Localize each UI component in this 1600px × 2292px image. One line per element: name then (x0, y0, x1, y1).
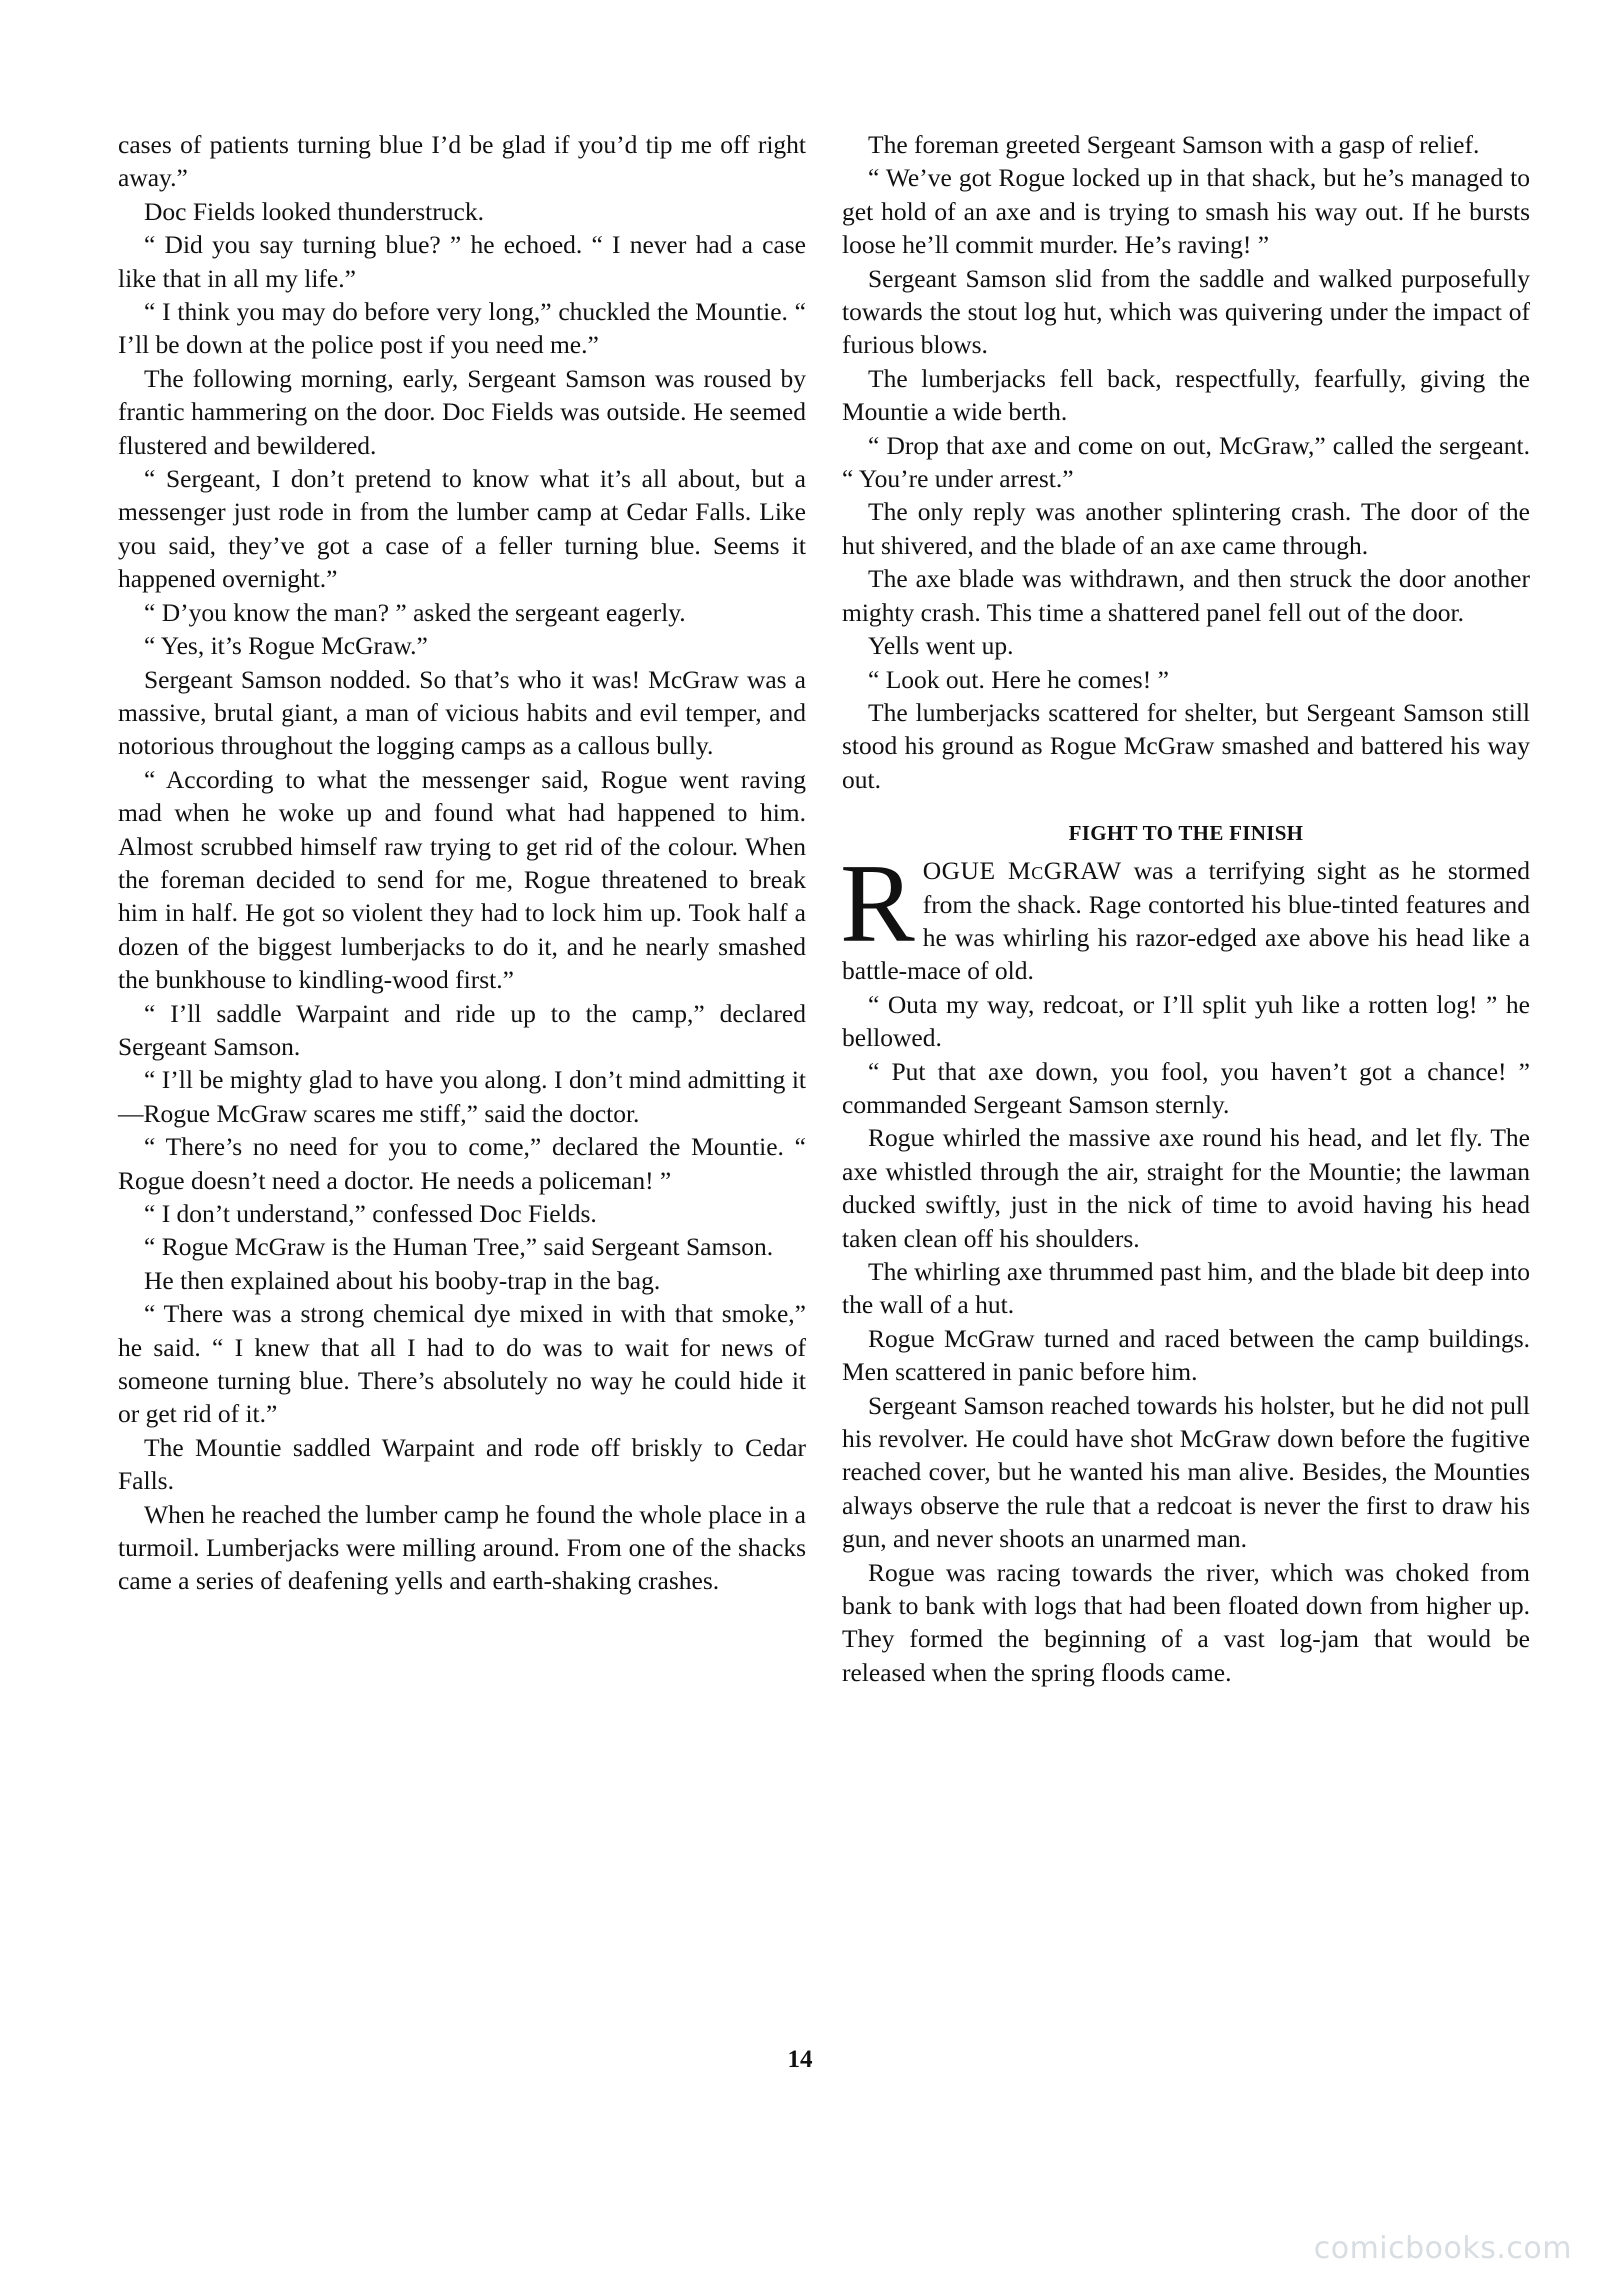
paragraph: “ D’you know the man? ” asked the sergeant eagerly. (144, 597, 686, 627)
paragraph: “ I’ll be mighty glad to have you along. I don’t mind admitting it—Rogue McGraw scares me stiff,” said the doctor. (118, 1065, 806, 1128)
paragraph: The Mountie saddled Warpaint and rode off briskly to Cedar Falls. (118, 1432, 806, 1496)
paragraph: The whirling axe thrummed past him, and the blade bit deep into the wall of a hut. (842, 1257, 1530, 1320)
paragraph: The axe blade was withdrawn, and then struck the door another mighty crash. This time a shattered panel fell out of the door. (842, 564, 1530, 627)
dropcap-rest: was a terrifying sight as he stormed from the shack. Rage contorted his blue-tinted features and he was whirling his razor-edged axe above his head like a battle-mace of old. (842, 856, 1531, 986)
paragraph: “ There was a strong chemical dye mixed in with that smoke,” he said. “ I knew that all I had to do was to wait for news of someone turning blue. There’s absolutely no way he could hide it or get rid of it.” (118, 1299, 806, 1429)
paragraph: “ I don’t understand,” confessed Doc Fields. (144, 1199, 597, 1228)
paragraph: “ I’ll saddle Warpaint and ride up to the camp,” declared Sergeant Samson. (118, 998, 806, 1061)
paragraph: “ Sergeant, I don’t pretend to know what it’s all about, but a messenger just rode in from the lumber camp at Cedar Falls. Like you said, they’ve got a case of a feller turning blue. Seems it happened overnight.” (118, 464, 806, 594)
paragraph: The foreman greeted Sergeant Samson with a gasp of relief. (868, 130, 1480, 159)
paragraph: “ Yes, it’s Rogue McGraw.” (144, 631, 428, 661)
page-number: 14 (787, 2046, 813, 2073)
paragraph: Rogue was racing towards the river, which was choked from bank to bank with logs that had been floated down from higher up. They formed the beginning of a vast log-jam that would be released when the spring floods came. (842, 1557, 1530, 1687)
paragraph: “ Rogue McGraw is the Human Tree,” said Sergeant Samson. (144, 1232, 774, 1262)
dropcap-paragraph (840, 842, 1531, 988)
paragraph: The lumberjacks scattered for shelter, but Sergeant Samson still stood his ground as Rogue McGraw smashed and battered his way out. (842, 697, 1530, 794)
right-column-top (842, 128, 1530, 796)
paragraph: “ I think you may do before very long,” chuckled the Mountie. “ I’ll be down at the police post if you need me.” (118, 297, 806, 360)
paragraph: Rogue McGraw turned and raced between the camp buildings. Men scattered in panic before him. (842, 1323, 1530, 1387)
paragraph: “ According to what the messenger said, Rogue went raving mad when he woke up and found what had happened to him. Almost scrubbed himself raw trying to get rid of the colour. When the foreman decided to send for me, Rogue threatened to break him in half. He got so violent they had to lock him up. Took half a dozen of the biggest lumberjacks to do it, and he nearly smashed the bunkhouse to kindling-wood first.” (118, 764, 806, 995)
paragraph: “ There’s no need for you to come,” declared the Mountie. “ Rogue doesn’t need a doctor. He needs a policeman! ” (118, 1132, 806, 1195)
paragraph: When he reached the lumber camp he found the whole place in a turmoil. Lumberjacks were milling around. From one of the shacks came a series of deafening yells and earth-shaking crashes. (118, 1499, 806, 1596)
paragraph: The only reply was another splintering crash. The door of the hut shivered, and the blade of an axe came through. (842, 497, 1530, 560)
paragraph: Yells went up. (868, 631, 1014, 661)
left-column (118, 128, 806, 1598)
section-heading: FIGHT TO THE FINISH (1068, 821, 1304, 846)
right-column-bottom (842, 988, 1530, 1690)
watermark: comicbooks.com (1313, 2231, 1572, 2266)
dropcap-letter: R (840, 842, 915, 967)
paragraph: “ Look out. Here he comes! ” (868, 664, 1169, 694)
paragraph: “ Did you say turning blue? ” he echoed. “ I never had a case like that in all my life.” (118, 230, 806, 293)
paragraph: Doc Fields looked thunderstruck. (144, 196, 484, 226)
right-column (842, 128, 1530, 1689)
paragraph: Rogue whirled the massive axe round his head, and let fly. The axe whistled through the air, straight for the Mountie; the lawman ducked swiftly, just in the nick of time to avoid having his head taken clean off his shoulders. (842, 1123, 1530, 1253)
paragraph: cases of patients turning blue I’d be glad if you’d tip me off right away.” (118, 130, 806, 193)
dropcap-lead: OGUE McGRAW (922, 856, 1122, 886)
paragraph: “ Outa my way, redcoat, or I’ll split yuh like a rotten log! ” he bellowed. (842, 989, 1530, 1053)
paragraph: “ Put that axe down, you fool, you haven’t got a chance! ” commanded Sergeant Samson sternly. (842, 1056, 1530, 1119)
paragraph: He then explained about his booby-trap in the bag. (144, 1265, 661, 1295)
paragraph: Sergeant Samson reached towards his holster, but he did not pull his revolver. He could have shot McGraw down before the fugitive reached cover, but he wanted his man alive. Besides, the Mounties always observe the rule that a redcoat is never the first to draw his gun, and never shoots an unarmed man. (842, 1390, 1530, 1554)
paragraph: The following morning, early, Sergeant Samson was roused by frantic hammering on the door. Doc Fields was outside. He seemed flustered and bewildered. (118, 363, 806, 460)
paragraph: Sergeant Samson slid from the saddle and walked purposefully towards the stout log hut, which was quivering under the impact of furious blows. (842, 263, 1530, 360)
paragraph: “ We’ve got Rogue locked up in that shack, but he’s managed to get hold of an axe and is trying to smash his way out. If he bursts loose he’ll commit murder. He’s raving! ” (842, 163, 1530, 260)
paragraph: “ Drop that axe and come on out, McGraw,” called the sergeant. “ You’re under arrest.” (842, 430, 1530, 494)
paragraph: Sergeant Samson nodded. So that’s who it was! McGraw was a massive, brutal giant, a man of vicious habits and evil temper, and notorious throughout the logging camps as a callous bully. (118, 664, 806, 761)
paragraph: The lumberjacks fell back, respectfully, fearfully, giving the Mountie a wide berth. (842, 363, 1530, 427)
